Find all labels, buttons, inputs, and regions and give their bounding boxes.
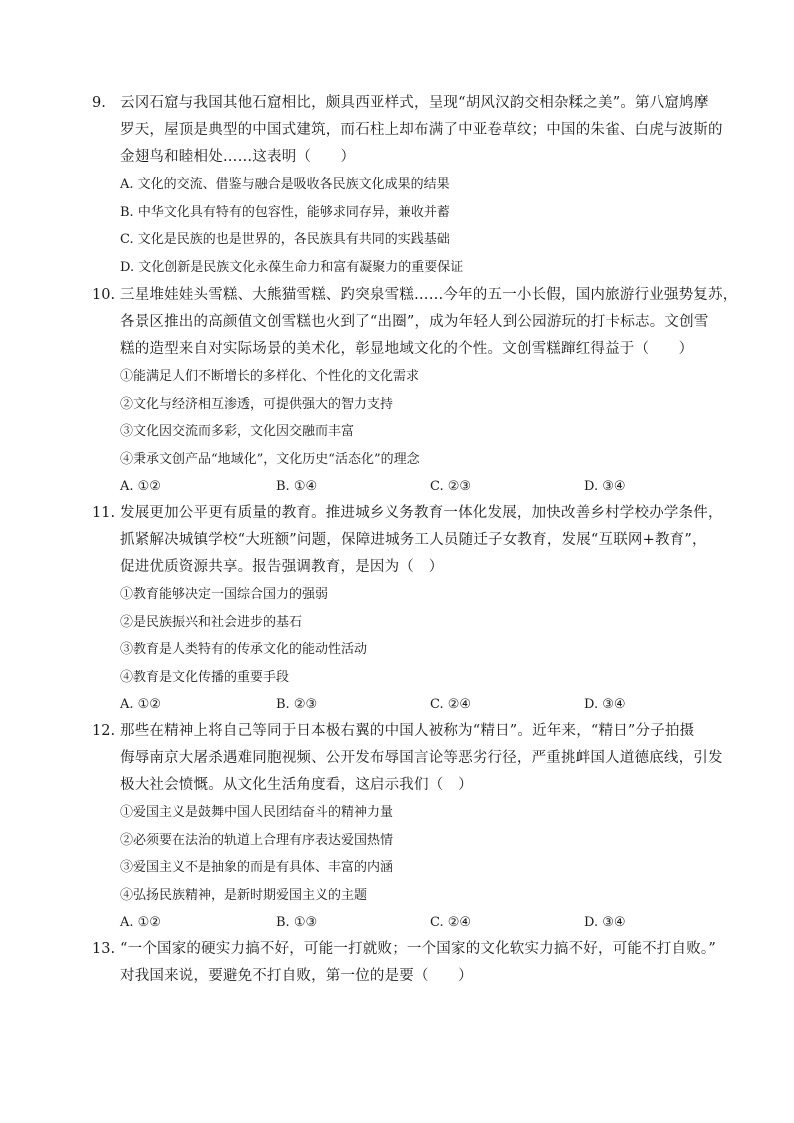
- choice-b: B. ②③: [276, 697, 318, 712]
- stem-line: 极大社会愤慨。从文化生活角度看，这启示我们（ ）: [120, 777, 473, 793]
- stem-line: 云冈石窟与我国其他石窟相比，颇具西亚样式，呈现“胡风汉韵交相杂糅之美”。第八窟鸠摩: [120, 95, 709, 111]
- choice-b: B. ①④: [276, 479, 318, 494]
- choice-b: B. ①③: [276, 915, 318, 930]
- stem-line: “一个国家的硬实力搞不好，可能一打就败；一个国家的文化软实力搞不好，可能不打自败。”: [120, 941, 716, 957]
- choice-row: [120, 909, 712, 937]
- question-9: [92, 90, 723, 281]
- choice-a: A. ①②: [120, 479, 161, 494]
- stem-line: 促进优质资源共享。报告强调教育，是因为（ ）: [120, 559, 444, 575]
- statement-4: ④秉承文创产品“地域化”，文化历史“活态化”的理念: [120, 451, 420, 467]
- stem-line: 抓紧解决城镇学校“大班额”问题，保障进城务工人员随迁子女教育，发展“互联网+教育”，: [120, 532, 707, 548]
- stem-line: 罗天，屋顶是典型的中国式建筑，而石柱上却布满了中亚卷草纹；中国的朱雀、白虎与波斯的: [120, 122, 723, 138]
- stem-line: 发展更加公平更有质量的教育。推进城乡义务教育一体化发展，加快改善乡村学校办学条件，: [120, 505, 723, 521]
- statement-2: ②文化与经济相互渗透，可提供强大的智力支持: [120, 396, 394, 412]
- statement-1: ①能满足人们不断增长的多样化、个性化的文化需求: [120, 369, 420, 384]
- stem-line: 各景区推出的高颜值文创雪糕也火到了“出圈”，成为年轻人到公园游玩的打卡标志。文创雪: [120, 314, 709, 330]
- question-stem: [120, 500, 723, 581]
- statement-4: ④弘扬民族精神，是新时期爱国主义的主题: [120, 887, 368, 903]
- question-number: 11.: [92, 505, 116, 521]
- question-10: [92, 282, 738, 501]
- statement-2: ②必须要在法治的轨道上合理有序表达爱国热情: [120, 832, 394, 848]
- option-a: A. 文化的交流、借鉴与融合是吸收各民族文化成果的结果: [120, 177, 450, 192]
- stem-line: 三星堆娃娃头雪糕、大熊猫雪糕、趵突泉雪糕……今年的五一小长假，国内旅游行业强势复苏，: [120, 287, 738, 303]
- question-stem: [120, 90, 723, 171]
- stem-line: 侮辱南京大屠杀遇难同胞视频、公开发布辱国言论等恶劣行径，严重挑衅国人道德底线，引发: [120, 750, 723, 766]
- statement-2: ②是民族振兴和社会进步的基石: [120, 614, 303, 630]
- question-13: [92, 936, 716, 990]
- stem-line: 那些在精神上将自己等同于日本极右翼的中国人被称为“精日”。近年来，“精日”分子拍摄: [120, 723, 695, 739]
- question-stem: [120, 936, 716, 990]
- statement-1: ①爱国主义是鼓舞中国人民团结奋斗的精神力量: [120, 805, 394, 820]
- question-number: 12.: [92, 723, 116, 739]
- choice-row: [120, 691, 712, 719]
- statement-3: ③文化因交流而多彩，文化因交融而丰富: [120, 424, 355, 439]
- stem-line: 对我国来说，要避免不打自败，第一位的是要（ ）: [120, 968, 473, 984]
- question-12: [92, 718, 723, 937]
- choice-d: D. ③④: [584, 479, 626, 494]
- question-number: 13.: [92, 941, 116, 957]
- stem-line: 金翅鸟和睦相处……这表明（ ）: [120, 149, 356, 165]
- option-c: C. 文化是民族的也是世界的，各民族具有共同的实践基础: [120, 232, 450, 247]
- statement-4: ④教育是文化传播的重要手段: [120, 669, 290, 685]
- statement-3: ③爱国主义不是抽象的而是有具体、丰富的内涵: [120, 860, 394, 875]
- choice-c: C. ②④: [430, 697, 472, 712]
- choice-c: C. ②③: [430, 479, 472, 494]
- option-d: D. 文化创新是民族文化永葆生命力和富有凝聚力的重要保证: [120, 259, 464, 275]
- question-number: 10.: [92, 287, 116, 303]
- choice-row: [120, 473, 712, 501]
- choice-c: C. ②④: [430, 915, 472, 930]
- question-stem: [120, 718, 723, 799]
- choice-a: A. ①②: [120, 915, 161, 930]
- choice-d: D. ③④: [584, 697, 626, 712]
- option-b: B. 中华文化具有特有的包容性，能够求同存异，兼收并蓄: [120, 204, 450, 220]
- statement-1: ①教育能够决定一国综合国力的强弱: [120, 587, 329, 602]
- question-stem: [120, 282, 738, 363]
- question-11: [92, 500, 723, 719]
- choice-d: D. ③④: [584, 915, 626, 930]
- stem-line: 糕的造型来自对实际场景的美术化，彰显地域文化的个性。文创雪糕蹿红得益于（ ）: [120, 341, 694, 357]
- question-number: 9.: [92, 95, 106, 111]
- statement-3: ③教育是人类特有的传承文化的能动性活动: [120, 642, 368, 657]
- choice-a: A. ①②: [120, 697, 161, 712]
